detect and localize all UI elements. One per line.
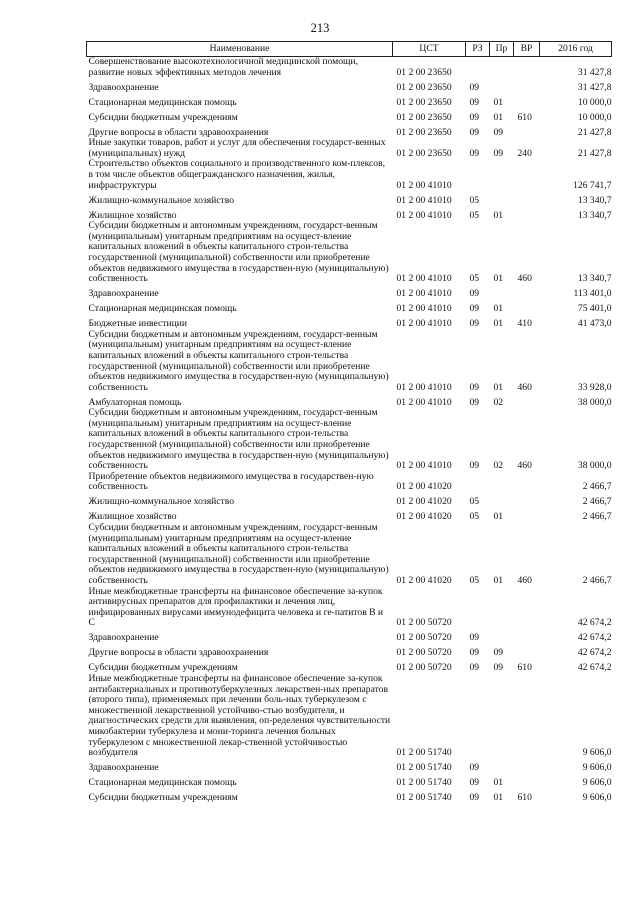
table-row bbox=[87, 408, 612, 472]
row-name: Жилищное хозяйство bbox=[88, 209, 177, 221]
row-amount: 41 473,0 bbox=[577, 318, 612, 330]
table-row bbox=[87, 493, 612, 508]
row-amount: 13 340,7 bbox=[577, 194, 612, 206]
row-name: Иные закупки товаров, работ и услуг для обеспечения государст-венных (муниципальных) нужд bbox=[88, 137, 386, 159]
row-rz: 05 bbox=[469, 194, 480, 206]
row-cst: 01 2 00 41010 bbox=[396, 318, 452, 330]
row-cst: 01 2 00 50720 bbox=[396, 662, 452, 674]
row-pr: 01 bbox=[493, 303, 504, 315]
row-name: Здравоохранение bbox=[88, 288, 159, 300]
table-row bbox=[87, 138, 612, 159]
row-pr: 01 bbox=[493, 318, 504, 330]
row-vr: 240 bbox=[517, 147, 532, 159]
table-row bbox=[87, 221, 612, 285]
column-header-year: 2016 год bbox=[540, 42, 612, 57]
table-row bbox=[87, 123, 612, 138]
row-vr bbox=[514, 759, 540, 774]
row-pr: 09 bbox=[493, 126, 504, 138]
row-rz: 09 bbox=[469, 381, 480, 393]
row-name: Субсидии бюджетным учреждениям bbox=[88, 111, 238, 123]
row-amount: 42 674,2 bbox=[577, 632, 612, 644]
row-rz: 09 bbox=[469, 81, 480, 93]
row-pr: 01 bbox=[493, 511, 504, 523]
row-pr: 01 bbox=[493, 273, 504, 285]
table-row bbox=[87, 774, 612, 789]
table-row bbox=[87, 300, 612, 315]
row-name: Здравоохранение bbox=[88, 632, 159, 644]
row-rz bbox=[466, 587, 490, 629]
table-row bbox=[87, 472, 612, 493]
row-pr bbox=[490, 159, 514, 191]
row-rz bbox=[466, 57, 490, 79]
row-amount: 2 466,7 bbox=[582, 511, 612, 523]
row-name: Здравоохранение bbox=[88, 81, 159, 93]
row-name: Жилищно-коммунальное хозяйство bbox=[88, 194, 235, 206]
table-row bbox=[87, 206, 612, 221]
row-name: Субсидии бюджетным и автономным учреждениям, государст-венным (муниципальным) унитарным предприятиям на осущест-вление капитальных вложений в объекты капитального строи-тельства государственной (муниципальной) собственности или приобретение объектов недвижимого имущества в государствен-ную (муниципальную) собственность bbox=[88, 407, 389, 472]
row-cst: 01 2 00 23650 bbox=[396, 111, 452, 123]
row-name: Субсидии бюджетным учреждениям bbox=[88, 792, 238, 804]
row-amount: 126 741,7 bbox=[573, 179, 612, 191]
row-rz: 09 bbox=[469, 288, 480, 300]
row-pr bbox=[490, 629, 514, 644]
row-name: Иные межбюджетные трансферты на финансовое обеспечение за-купок антибактериальных и противотуберкулезных лекарствен-ных препаратов (второго типа), применяемых при лечении боль-ных туберкулезом с множественной лекарственной устойчиво-стью возбудителя, и диагностических средств для выявления, оп-ределения чувствительности микобактерии туберкулеза и мони-торинга лечения больных туберкулезом с множественной лекар-ственной устойчивостью возбудителя bbox=[88, 672, 391, 759]
row-cst: 01 2 00 41010 bbox=[396, 273, 452, 285]
row-name: Субсидии бюджетным и автономным учреждениям, государст-венным (муниципальным) унитарным предприятиям на осущест-вление капитальных вложений в объекты капитального строи-тельства государственной (муниципальной) собственности или приобретение объектов недвижимого имущества в государствен-ную (муниципальную) собственность bbox=[88, 220, 389, 285]
row-amount: 9 606,0 bbox=[582, 762, 612, 774]
row-cst: 01 2 00 41020 bbox=[396, 511, 452, 523]
row-vr: 460 bbox=[517, 460, 532, 472]
row-vr: 610 bbox=[517, 111, 532, 123]
row-vr bbox=[514, 393, 540, 408]
row-pr: 02 bbox=[493, 460, 504, 472]
row-rz bbox=[466, 472, 490, 493]
table-body bbox=[87, 57, 612, 804]
table-row bbox=[87, 759, 612, 774]
row-rz: 09 bbox=[469, 777, 480, 789]
row-vr bbox=[514, 629, 540, 644]
table-row bbox=[87, 330, 612, 394]
row-name: Совершенствование высокотехнологичной медицинской помощи, развитие новых эффективных методов лечения bbox=[88, 56, 358, 78]
row-vr bbox=[514, 300, 540, 315]
row-amount: 2 466,7 bbox=[582, 496, 612, 508]
row-rz: 09 bbox=[469, 632, 480, 644]
row-cst: 01 2 00 41020 bbox=[396, 575, 452, 586]
row-cst: 01 2 00 41010 bbox=[396, 194, 452, 206]
row-rz bbox=[466, 159, 490, 191]
row-amount: 75 401,0 bbox=[577, 303, 612, 315]
row-amount: 42 674,2 bbox=[577, 647, 612, 659]
table-row bbox=[87, 674, 612, 759]
table-row bbox=[87, 78, 612, 93]
row-name: Стационарная медицинская помощь bbox=[88, 96, 237, 108]
row-vr bbox=[514, 508, 540, 523]
row-rz: 09 bbox=[469, 147, 480, 159]
row-amount: 9 606,0 bbox=[582, 792, 612, 804]
row-vr bbox=[514, 587, 540, 629]
row-rz: 09 bbox=[469, 111, 480, 123]
row-pr: 09 bbox=[493, 647, 504, 659]
row-cst: 01 2 00 23650 bbox=[396, 96, 452, 108]
row-rz: 05 bbox=[469, 575, 480, 586]
row-rz: 05 bbox=[469, 511, 480, 523]
table-row bbox=[87, 159, 612, 191]
row-amount: 9 606,0 bbox=[582, 747, 612, 759]
row-cst: 01 2 00 41010 bbox=[396, 209, 452, 221]
table-row bbox=[87, 659, 612, 674]
row-rz: 09 bbox=[469, 303, 480, 315]
table-header-row bbox=[87, 42, 612, 57]
row-vr: 460 bbox=[517, 381, 532, 393]
row-cst: 01 2 00 50720 bbox=[396, 632, 452, 644]
row-pr bbox=[490, 191, 514, 206]
row-vr bbox=[514, 674, 540, 759]
row-pr bbox=[490, 759, 514, 774]
table-row bbox=[87, 393, 612, 408]
row-cst: 01 2 00 23650 bbox=[396, 66, 452, 78]
row-cst: 01 2 00 23650 bbox=[396, 126, 452, 138]
row-pr bbox=[490, 587, 514, 629]
row-vr bbox=[514, 472, 540, 493]
row-vr bbox=[514, 285, 540, 300]
row-amount: 42 674,2 bbox=[577, 662, 612, 674]
row-cst: 01 2 00 41010 bbox=[396, 381, 452, 393]
row-pr: 01 bbox=[493, 381, 504, 393]
row-pr bbox=[490, 57, 514, 79]
row-cst: 01 2 00 51740 bbox=[396, 777, 452, 789]
row-amount: 31 427,8 bbox=[577, 81, 612, 93]
row-cst: 01 2 00 51740 bbox=[396, 792, 452, 804]
row-name: Стационарная медицинская помощь bbox=[88, 303, 237, 315]
row-cst: 01 2 00 41010 bbox=[396, 303, 452, 315]
table-row bbox=[87, 108, 612, 123]
column-header-rz: РЗ bbox=[466, 42, 490, 57]
row-name: Другие вопросы в области здравоохранения bbox=[88, 647, 269, 659]
row-pr bbox=[490, 78, 514, 93]
row-cst: 01 2 00 41020 bbox=[396, 496, 452, 508]
table-row bbox=[87, 191, 612, 206]
row-amount: 38 000,0 bbox=[577, 460, 612, 472]
column-header-name: Наименование bbox=[87, 42, 393, 57]
row-rz: 05 bbox=[469, 496, 480, 508]
row-vr: 460 bbox=[517, 575, 532, 586]
row-vr bbox=[514, 493, 540, 508]
row-amount: 38 000,0 bbox=[577, 396, 612, 408]
row-pr: 01 bbox=[493, 777, 504, 789]
row-amount: 113 401,0 bbox=[573, 288, 612, 300]
row-vr: 610 bbox=[517, 662, 532, 674]
table-row bbox=[87, 523, 612, 587]
row-rz: 09 bbox=[469, 318, 480, 330]
column-header-cst: ЦСТ bbox=[393, 42, 466, 57]
row-name: Бюджетные инвестиции bbox=[88, 318, 187, 330]
row-pr: 01 bbox=[493, 111, 504, 123]
row-cst: 01 2 00 41010 bbox=[396, 179, 452, 191]
row-vr bbox=[514, 93, 540, 108]
row-cst: 01 2 00 50720 bbox=[396, 647, 452, 659]
row-pr: 09 bbox=[493, 147, 504, 159]
row-amount: 9 606,0 bbox=[582, 777, 612, 789]
row-name: Субсидии бюджетным учреждениям bbox=[88, 662, 238, 674]
table-row bbox=[87, 508, 612, 523]
table-row bbox=[87, 93, 612, 108]
row-cst: 01 2 00 51740 bbox=[396, 762, 452, 774]
row-rz: 09 bbox=[469, 460, 480, 472]
row-name: Субсидии бюджетным и автономным учреждениям, государст-венным (муниципальным) унитарным предприятиям на осущест-вление капитальных вложений в объекты капитального строи-тельства государственной (муниципальной) собственности или приобретение объектов недвижимого имущества в государствен-ную (муниципальную) собственность bbox=[88, 522, 389, 586]
row-pr: 09 bbox=[493, 662, 504, 674]
row-amount: 10 000,0 bbox=[577, 96, 612, 108]
row-name: Здравоохранение bbox=[88, 762, 159, 774]
row-amount: 33 928,0 bbox=[577, 381, 612, 393]
row-name: Иные межбюджетные трансферты на финансовое обеспечение за-купок антивирусных препаратов для профилактики и лечения лиц, инфицированных вирусами иммунодефицита человека и ге-патитов В и С bbox=[88, 585, 384, 629]
row-vr bbox=[514, 159, 540, 191]
row-vr bbox=[514, 644, 540, 659]
table-row bbox=[87, 315, 612, 330]
table-row bbox=[87, 789, 612, 804]
row-name: Приобретение объектов недвижимого имущества в государствен-ную собственность bbox=[88, 470, 374, 493]
row-name: Жилищное хозяйство bbox=[88, 511, 177, 523]
row-name: Амбулаторная помощь bbox=[88, 396, 182, 408]
row-vr bbox=[514, 191, 540, 206]
row-cst: 01 2 00 50720 bbox=[396, 617, 452, 629]
row-pr bbox=[490, 285, 514, 300]
row-vr: 460 bbox=[517, 273, 532, 285]
row-cst: 01 2 00 51740 bbox=[396, 747, 452, 759]
row-cst: 01 2 00 41020 bbox=[396, 481, 452, 493]
row-amount: 13 340,7 bbox=[577, 273, 612, 285]
row-pr bbox=[490, 674, 514, 759]
row-amount: 10 000,0 bbox=[577, 111, 612, 123]
row-cst: 01 2 00 41010 bbox=[396, 396, 452, 408]
row-pr: 02 bbox=[493, 396, 504, 408]
table-row bbox=[87, 285, 612, 300]
row-name: Другие вопросы в области здравоохранения bbox=[88, 126, 269, 138]
column-header-vr: ВР bbox=[514, 42, 540, 57]
row-cst: 01 2 00 23650 bbox=[396, 147, 452, 159]
row-amount: 21 427,8 bbox=[577, 126, 612, 138]
table-row bbox=[87, 644, 612, 659]
row-pr: 01 bbox=[493, 209, 504, 221]
row-amount: 2 466,7 bbox=[582, 481, 612, 493]
row-rz: 05 bbox=[469, 209, 480, 221]
row-rz bbox=[466, 674, 490, 759]
row-amount: 42 674,2 bbox=[577, 617, 612, 629]
row-name: Жилищно-коммунальное хозяйство bbox=[88, 496, 235, 508]
row-name: Строительство объектов социального и производственного ком-плексов, в том числе объектов общегражданского назначения, жилья, инфраструктуры bbox=[88, 158, 385, 191]
row-vr bbox=[514, 57, 540, 79]
row-pr: 01 bbox=[493, 575, 504, 586]
row-vr bbox=[514, 206, 540, 221]
row-amount: 13 340,7 bbox=[577, 209, 612, 221]
row-rz: 09 bbox=[469, 762, 480, 774]
row-rz: 09 bbox=[469, 396, 480, 408]
row-name: Субсидии бюджетным и автономным учреждениям, государст-венным (муниципальным) унитарным предприятиям на осущест-вление капитальных вложений в объекты капитального строи-тельства государственной (муниципальной) собственности или приобретение объектов недвижимого имущества в государствен-ную (муниципальную) собственность bbox=[88, 328, 389, 393]
row-cst: 01 2 00 23650 bbox=[396, 81, 452, 93]
row-cst: 01 2 00 41010 bbox=[396, 288, 452, 300]
table-row bbox=[87, 587, 612, 629]
row-rz: 09 bbox=[469, 792, 480, 804]
row-pr bbox=[490, 493, 514, 508]
row-amount: 31 427,8 bbox=[577, 66, 612, 78]
row-name: Стационарная медицинская помощь bbox=[88, 777, 237, 789]
row-vr: 610 bbox=[517, 792, 532, 804]
row-rz: 09 bbox=[469, 647, 480, 659]
row-amount: 2 466,7 bbox=[582, 575, 612, 586]
budget-table bbox=[86, 41, 612, 804]
row-vr: 410 bbox=[517, 318, 532, 330]
row-rz: 09 bbox=[469, 96, 480, 108]
column-header-pr: Пр bbox=[490, 42, 514, 57]
row-pr bbox=[490, 472, 514, 493]
table-row bbox=[87, 629, 612, 644]
page-number: 213 bbox=[310, 21, 330, 35]
table-row bbox=[87, 57, 612, 79]
row-amount: 21 427,8 bbox=[577, 147, 612, 159]
row-rz: 09 bbox=[469, 662, 480, 674]
row-pr: 01 bbox=[493, 96, 504, 108]
row-vr bbox=[514, 78, 540, 93]
row-vr bbox=[514, 774, 540, 789]
row-rz: 05 bbox=[469, 273, 480, 285]
row-pr: 01 bbox=[493, 792, 504, 804]
row-cst: 01 2 00 41010 bbox=[396, 460, 452, 472]
row-vr bbox=[514, 123, 540, 138]
row-rz: 09 bbox=[469, 126, 480, 138]
